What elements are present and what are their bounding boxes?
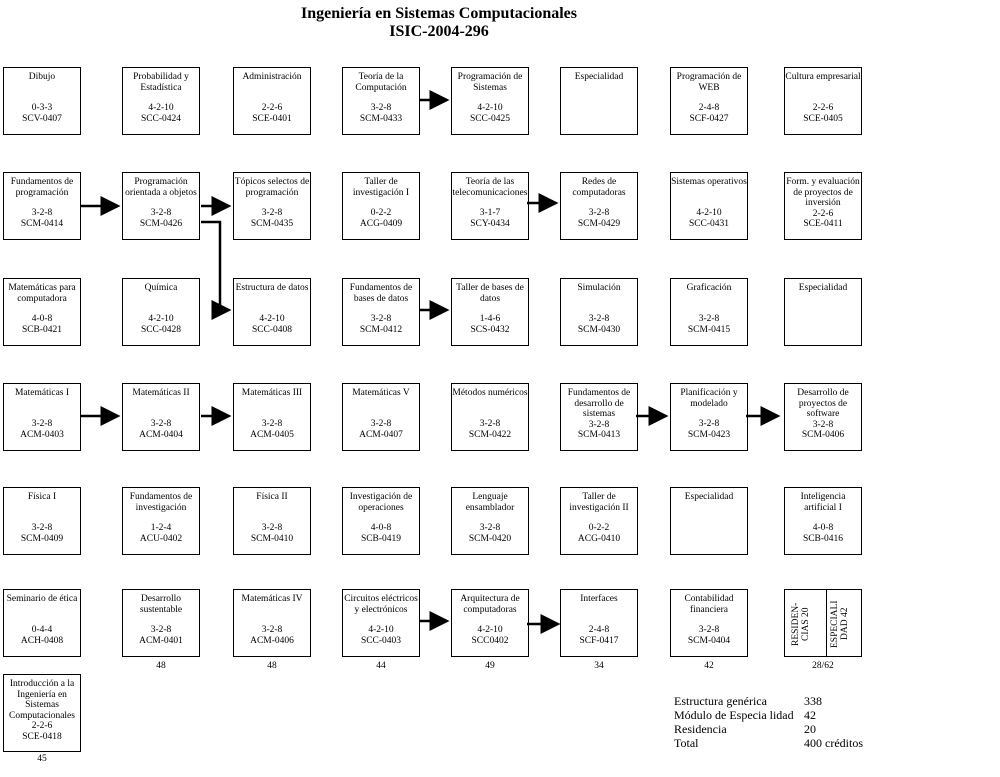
course-credits: 1-4-6	[479, 314, 501, 324]
course-code: SCB-0419	[360, 533, 402, 544]
course-credits: 3-2-8	[370, 419, 392, 429]
page-title: Ingeniería en Sistemas Computacionales	[301, 5, 577, 22]
course-code: SCM-0409	[20, 533, 64, 544]
course-name: Programación orientada a objetos	[125, 177, 197, 198]
course-credits: 3-2-8	[261, 419, 283, 429]
course-name: Contabilidad financiera	[684, 594, 734, 615]
course-box-fund-bd	[342, 278, 420, 346]
course-credits: 2-4-8	[698, 103, 720, 113]
course-box-inteligencia-artificial	[784, 487, 862, 555]
column-credit-total: 48	[156, 661, 166, 671]
course-name: Física I	[27, 492, 57, 502]
course-code: ACM-0403	[20, 429, 64, 440]
course-name: Introducción a la Ingeniería en Sistemas Computacionales	[9, 679, 75, 721]
course-box-sistemas-operativos	[670, 172, 748, 240]
plan-code: ISIC-2004-296	[389, 23, 489, 40]
course-name: Matemáticas IV	[241, 594, 303, 604]
course-credits: 3-2-8	[370, 103, 392, 113]
course-name: Física II	[256, 492, 288, 502]
course-code: SCM-0422	[468, 429, 512, 440]
course-name: Estructura de datos	[235, 283, 309, 293]
course-name: Planificación y modelado	[680, 388, 738, 409]
total-row: Residencia 20	[674, 722, 816, 736]
course-box-prog-web	[670, 67, 748, 135]
column-credit-total: 28/62	[812, 661, 834, 671]
course-box-form-eval-proyectos	[784, 172, 862, 240]
course-name: Teoría de las telecomunicaciones	[452, 177, 528, 198]
course-box-interfaces	[560, 589, 638, 657]
especialidad-label: ESPECIALI DAD 42	[830, 600, 850, 648]
course-credits: 0-2-2	[370, 208, 392, 218]
course-credits: 2-2-6	[31, 721, 53, 731]
course-box-lenguaje-ensamblador	[451, 487, 529, 555]
column-credit-total: 34	[594, 661, 604, 671]
course-code: SCC-0431	[688, 218, 730, 229]
course-box-probabilidad	[122, 67, 200, 135]
course-name: Interfaces	[580, 594, 618, 604]
course-code: SCM-0430	[577, 324, 621, 335]
course-box-redes	[560, 172, 638, 240]
course-box-teoria-telecom	[451, 172, 529, 240]
course-name: Arquitectura de computadoras	[460, 594, 520, 615]
course-code: SCE-0418	[22, 731, 62, 742]
residencia-especialidad-box	[784, 589, 862, 657]
course-code: SCV-0407	[22, 113, 62, 124]
course-code: SCF-0427	[689, 113, 729, 124]
course-code: SCM-0435	[250, 218, 294, 229]
course-box-fund-programacion	[3, 172, 81, 240]
course-name: Taller de bases de datos	[456, 283, 524, 304]
course-credits: 3-2-8	[588, 208, 610, 218]
course-name: Desarrollo de proyectos de software	[797, 388, 849, 419]
course-name: Matemáticas I	[14, 388, 70, 398]
column-credit-total: 49	[485, 661, 495, 671]
course-code: SCM-0420	[468, 533, 512, 544]
course-credits: 3-2-8	[812, 419, 834, 430]
course-box-mate-4	[233, 589, 311, 657]
course-credits: 3-1-7	[479, 208, 501, 218]
course-credits: 3-2-8	[150, 208, 172, 218]
divider	[826, 590, 827, 656]
course-credits: 3-2-8	[150, 625, 172, 635]
course-name: Teoría de la Computación	[355, 72, 407, 93]
course-code: SCM-0410	[250, 533, 294, 544]
course-code: SCM-0429	[577, 218, 621, 229]
course-code: SCM-0433	[359, 113, 403, 124]
residencias-label: RESIDEN- CIAS 20	[791, 602, 811, 646]
course-box-inv-operaciones	[342, 487, 420, 555]
course-box-dibujo	[3, 67, 81, 135]
course-credits: 3-2-8	[370, 314, 392, 324]
course-credits: 3-2-8	[698, 625, 720, 635]
course-credits: 4-2-10	[148, 103, 174, 113]
course-box-simulacion	[560, 278, 638, 346]
course-credits: 3-2-8	[31, 419, 53, 429]
course-credits: 4-2-10	[259, 314, 285, 324]
course-credits: 4-0-8	[370, 523, 392, 533]
course-name: Administración	[242, 72, 302, 82]
course-box-prog-sistemas	[451, 67, 529, 135]
arrow-poo-estructura	[201, 222, 229, 310]
course-code: ACM-0401	[139, 635, 183, 646]
course-box-metodos-numericos	[451, 383, 529, 451]
course-credits: 4-0-8	[31, 314, 53, 324]
course-credits: 2-4-8	[588, 625, 610, 635]
total-row: Total 400 créditos	[674, 736, 863, 750]
course-credits: 2-2-6	[812, 103, 834, 113]
course-credits: 3-2-8	[261, 523, 283, 533]
column-credit-total: 44	[376, 661, 386, 671]
course-code: SCC-0424	[140, 113, 182, 124]
course-name: Fundamentos de bases de datos	[349, 283, 413, 304]
course-credits: 4-0-8	[812, 523, 834, 533]
course-code: SCF-0417	[579, 635, 619, 646]
course-code: ACM-0405	[250, 429, 294, 440]
course-box-mate-5	[342, 383, 420, 451]
course-box-graficacion	[670, 278, 748, 346]
course-name: Especialidad	[574, 72, 624, 82]
course-code: SCM-0412	[359, 324, 403, 335]
course-code: SCC0402	[471, 635, 509, 646]
course-credits: 3-2-8	[150, 419, 172, 429]
course-code: SCC-0403	[360, 635, 402, 646]
course-box-arq-computadoras	[451, 589, 529, 657]
course-code: SCC-0425	[469, 113, 511, 124]
course-code: ACU-0402	[139, 533, 183, 544]
course-code: SCY-0434	[470, 218, 510, 229]
course-credits: 3-2-8	[261, 208, 283, 218]
course-box-cultura-empresarial	[784, 67, 862, 135]
course-name: Simulación	[577, 283, 621, 293]
course-box-mate-computadora	[3, 278, 81, 346]
course-credits: 4-2-10	[477, 103, 503, 113]
column-credit-total: 42	[704, 661, 714, 671]
course-credits: 2-2-6	[261, 103, 283, 113]
course-box-mate-3	[233, 383, 311, 451]
course-name: Taller de investigación I	[352, 177, 410, 198]
course-name: Form. y evaluación de proyectos de inversión	[786, 177, 860, 208]
course-credits: 3-2-8	[479, 523, 501, 533]
course-box-planificacion-modelado	[670, 383, 748, 451]
course-name: Sistemas operativos	[671, 177, 747, 187]
course-box-intro-isc	[3, 674, 81, 752]
course-name: Matemáticas II	[132, 388, 190, 398]
course-name: Inteligencia artificial I	[800, 492, 846, 513]
course-code: SCM-0414	[20, 218, 64, 229]
column-credit-total: 48	[267, 661, 277, 671]
course-credits: 3-2-8	[698, 314, 720, 324]
course-box-circuitos	[342, 589, 420, 657]
course-credits: 3-2-8	[588, 314, 610, 324]
course-name: Redes de computadoras	[572, 177, 626, 198]
course-name: Tópicos selectos de programación	[234, 177, 310, 198]
course-code: ACM-0406	[250, 635, 294, 646]
course-code: ACG-0410	[577, 533, 621, 544]
course-box-des-proy-software	[784, 383, 862, 451]
course-box-fund-des-sistemas	[560, 383, 638, 451]
course-box-taller-inv-1	[342, 172, 420, 240]
course-box-des-sustentable	[122, 589, 200, 657]
course-name: Programación de WEB	[676, 72, 742, 93]
course-box-mate-2	[122, 383, 200, 451]
course-name: Fundamentos de investigación	[129, 492, 193, 513]
course-box-taller-bd	[451, 278, 529, 346]
course-name: Probabilidad y Estadística	[133, 72, 189, 93]
course-box-poo	[122, 172, 200, 240]
course-credits: 3-2-8	[31, 208, 53, 218]
course-name: Matemáticas para computadora	[8, 283, 76, 304]
course-credits: 3-2-8	[479, 419, 501, 429]
course-code: SCB-0416	[802, 533, 844, 544]
course-credits: 4-2-10	[477, 625, 503, 635]
course-name: Programación de Sistemas	[457, 72, 523, 93]
course-box-especialidad-2	[784, 278, 862, 346]
course-name: Seminario de ética	[6, 594, 78, 604]
course-credits: 3-2-8	[588, 419, 610, 430]
course-name: Matemáticas V	[352, 388, 410, 398]
course-code: ACM-0404	[139, 429, 183, 440]
course-name: Métodos numéricos	[452, 388, 528, 398]
course-credits: 0-2-2	[588, 523, 610, 533]
course-name: Especialidad	[798, 283, 848, 293]
course-credits: 4-2-10	[148, 314, 174, 324]
column-credit-total: 45	[37, 754, 47, 764]
course-box-especialidad-1	[560, 67, 638, 135]
course-name: Especialidad	[684, 492, 734, 502]
course-box-quimica	[122, 278, 200, 346]
course-code: SCE-0401	[252, 113, 292, 124]
course-box-teoria-computacion	[342, 67, 420, 135]
course-code: SCE-0405	[803, 113, 843, 124]
course-code: SCM-0426	[139, 218, 183, 229]
course-credits: 1-2-4	[150, 523, 172, 533]
course-code: SCM-0404	[687, 635, 731, 646]
course-code: SCM-0413	[577, 430, 621, 440]
course-name: Desarrollo sustentable	[139, 594, 183, 615]
course-name: Lenguaje ensamblador	[465, 492, 515, 513]
course-box-administracion	[233, 67, 311, 135]
course-code: SCC-0408	[251, 324, 293, 335]
course-code: SCM-0415	[687, 324, 731, 335]
course-credits: 4-2-10	[696, 208, 722, 218]
course-name: Taller de investigación II	[569, 492, 629, 513]
course-code: SCS-0432	[470, 324, 510, 335]
course-name: Dibujo	[28, 72, 56, 82]
course-code: SCE-0411	[803, 219, 843, 229]
course-name: Fundamentos de programación	[10, 177, 74, 198]
course-box-topicos-selectos	[233, 172, 311, 240]
course-code: ACG-0409	[359, 218, 403, 229]
course-name: Fundamentos de desarrollo de sistemas	[567, 388, 631, 419]
course-code: SCB-0421	[21, 324, 63, 335]
course-box-especialidad-3	[670, 487, 748, 555]
course-name: Cultura empresarial	[785, 72, 861, 82]
credit-totals	[674, 694, 874, 750]
course-box-estructura-datos	[233, 278, 311, 346]
course-credits: 0-3-3	[31, 103, 53, 113]
course-code: ACM-0407	[359, 429, 403, 440]
course-code: SCM-0423	[687, 429, 731, 440]
course-name: Química	[144, 283, 178, 293]
course-box-seminario-etica	[3, 589, 81, 657]
course-credits: 2-2-6	[812, 208, 834, 219]
total-row: Estructura genérica 338	[674, 694, 822, 708]
course-code: ACH-0408	[20, 635, 64, 646]
course-box-fisica-1	[3, 487, 81, 555]
course-box-taller-inv-2	[560, 487, 638, 555]
course-credits: 3-2-8	[698, 419, 720, 429]
course-box-fisica-2	[233, 487, 311, 555]
course-name: Circuitos eléctricos y electrónicos	[344, 594, 418, 615]
course-credits: 3-2-8	[31, 523, 53, 533]
course-code: SCC-0428	[140, 324, 182, 335]
course-name: Graficación	[686, 283, 732, 293]
course-name: Investigación de operaciones	[349, 492, 413, 513]
course-code: SCM-0406	[801, 430, 845, 440]
course-name: Matemáticas III	[241, 388, 303, 398]
course-box-fund-investigacion	[122, 487, 200, 555]
course-credits: 4-2-10	[368, 625, 394, 635]
course-credits: 3-2-8	[261, 625, 283, 635]
total-row: Módulo de Especia lidad 42	[674, 708, 816, 722]
course-credits: 0-4-4	[31, 625, 53, 635]
course-box-contabilidad	[670, 589, 748, 657]
course-box-mate-1	[3, 383, 81, 451]
